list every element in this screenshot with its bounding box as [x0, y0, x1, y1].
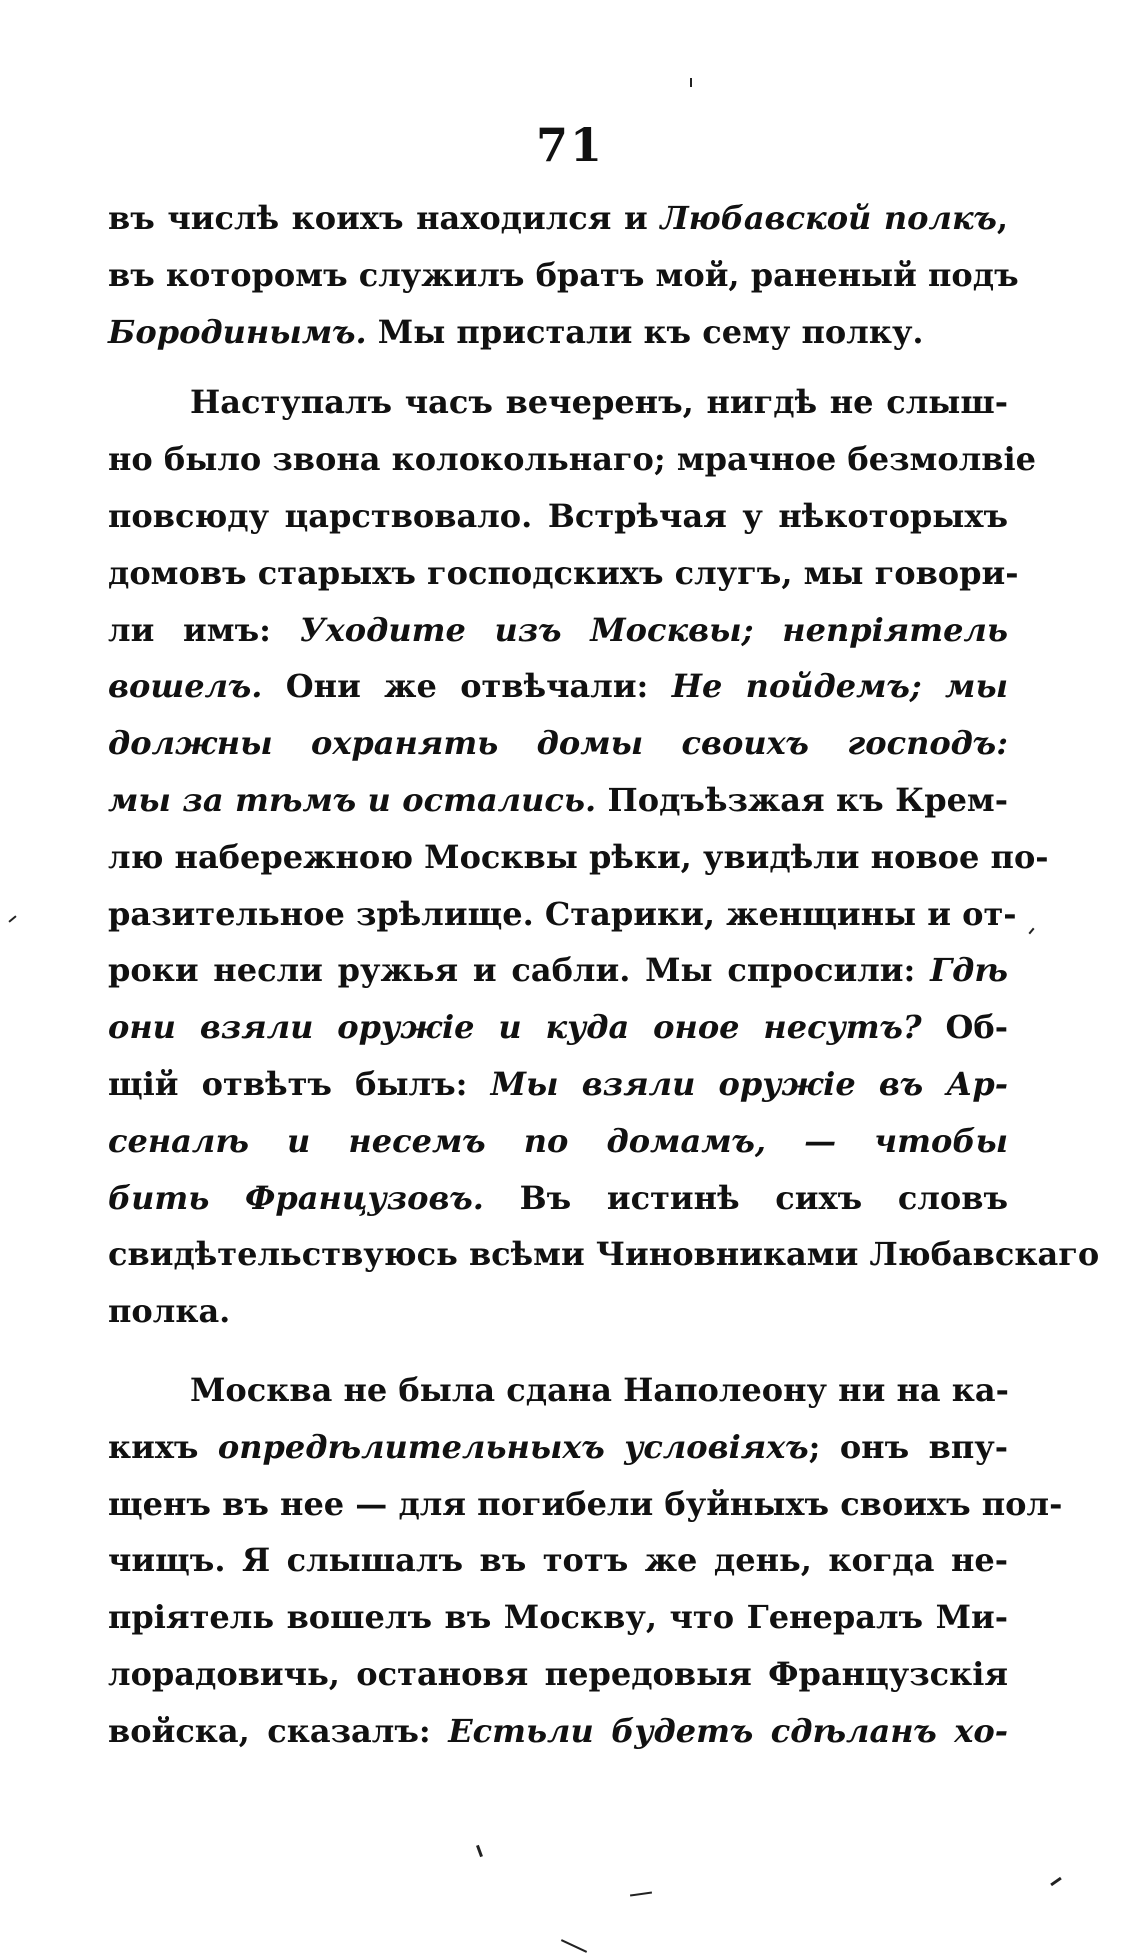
text-line: Москва не была сдана Наполеону ни на ка-: [190, 1370, 1009, 1409]
italic-text: опредѣлительныхъ условіяхъ: [217, 1427, 809, 1466]
italic-text: Уходите изъ Москвы; непріятель: [299, 610, 1009, 649]
italic-text: Гдѣ: [930, 951, 1008, 990]
text-line: свидѣтельствуюсь всѣми Чиновниками Любавскаго: [108, 1235, 1100, 1274]
text-line: вошелъ. Они же отвѣчали: Не пойдемъ; мы: [108, 667, 1008, 706]
italic-text: Бородинымъ.: [108, 312, 367, 351]
text-line: ли имъ: Уходите изъ Москвы; непріятель: [108, 610, 1009, 649]
text-line: Бородинымъ. Мы пристали къ сему полку.: [108, 312, 924, 351]
ink-speck: [630, 1891, 652, 1896]
text-line: кихъ опредѣлительныхъ условіяхъ; онъ впу-: [108, 1427, 1008, 1466]
text-line: разительное зрѣлище. Старики, женщины и от-: [108, 894, 1017, 933]
text-line: домовъ старыхъ господскихъ слугъ, мы говори-: [108, 553, 1019, 592]
text-line: чищъ. Я слышалъ въ тотъ же день, когда не-: [108, 1541, 1008, 1580]
italic-text: Любавской полкъ: [660, 199, 997, 237]
italic-text: они взяли оружіе и куда оное несутъ?: [108, 1008, 922, 1047]
text-line: Наступалъ часъ вечеренъ, нигдѣ не слыш-: [190, 383, 1008, 422]
text-line: лю набережною Москвы рѣки, увидѣли новое по-: [108, 837, 1049, 876]
page-number: 71: [535, 118, 604, 172]
text-line: въ которомъ служилъ братъ мой, раненый подъ: [108, 255, 1019, 294]
italic-text: Мы взяли оружіе въ Ар-: [490, 1064, 1009, 1103]
text-line: [108, 1113, 1008, 1170]
ink-speck: [476, 1845, 483, 1857]
ink-speck: [1050, 1877, 1062, 1886]
text-line: но было звона колокольнаго; мрачное безмолвіе: [108, 440, 1036, 479]
ink-speck: [690, 78, 692, 87]
ink-speck: [1028, 928, 1034, 935]
text-line: войска, сказалъ: Естьли будетъ сдѣланъ хо-: [108, 1711, 1009, 1750]
ink-speck: [561, 1939, 587, 1953]
text-line: полка.: [108, 1292, 231, 1331]
text-line: бить Французовъ. Въ истинѣ сихъ словъ: [108, 1178, 1008, 1217]
text-line: они взяли оружіе и куда оное несутъ? Об-: [108, 1008, 1009, 1047]
italic-text: должны охранять домы своихъ господъ:: [108, 724, 1008, 763]
text-line: повсюду царствовало. Встрѣчая у нѣкоторыхъ: [108, 496, 1008, 535]
italic-text: мы за тѣмъ и остались.: [108, 780, 597, 819]
ink-speck: [8, 915, 16, 922]
text-line: роки несли ружья и сабли. Мы спросили: Гдѣ: [108, 951, 1008, 990]
text-line: щенъ въ нее — для погибели буйныхъ своихъ пол-: [108, 1484, 1063, 1523]
italic-text: бить Французовъ.: [108, 1178, 484, 1217]
italic-text: сеналѣ и несемъ по домамъ, — чтобы: [108, 1121, 1008, 1160]
italic-text: Естьли будетъ сдѣланъ хо-: [448, 1711, 1009, 1750]
italic-text: Не пойдемъ; мы: [671, 667, 1008, 706]
text-line: мы за тѣмъ и остались. Подъѣзжая къ Крем-: [108, 780, 1009, 819]
text-line: въ числѣ коихъ находился и Любавской полкъ,: [108, 199, 1009, 237]
italic-text: вошелъ.: [108, 667, 263, 706]
text-line: лорадовичь, остановя передовыя Французскія: [108, 1654, 1008, 1693]
page-text: [108, 190, 1100, 1760]
text-line: [108, 715, 1008, 772]
text-line: пріятель вошелъ въ Москву, что Генералъ Ми-: [108, 1598, 1008, 1637]
text-line: щій отвѣтъ былъ: Мы взяли оружіе въ Ар-: [108, 1064, 1009, 1103]
